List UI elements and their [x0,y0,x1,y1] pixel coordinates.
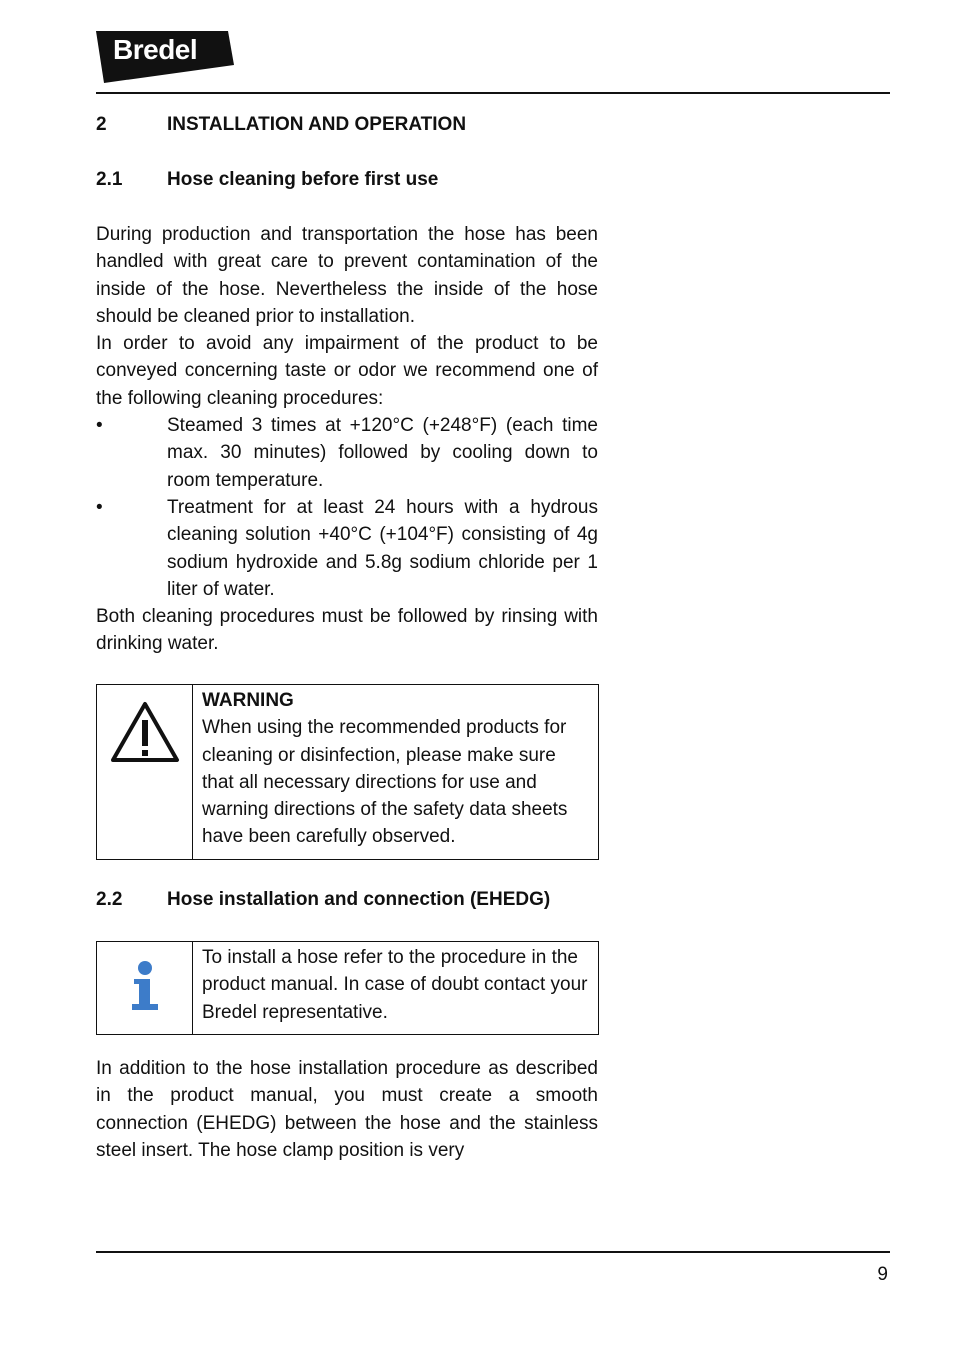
section-title: INSTALLATION AND OPERATION [167,114,467,135]
bullet-icon: • [96,496,103,518]
info-icon-cell [97,942,193,1034]
subsection-number: 2.2 [96,889,123,910]
page-number: 9 [877,1264,888,1285]
bullet-item-steam [96,412,598,494]
header-rule [96,92,890,94]
cleaning-text-block [96,221,598,658]
subsection-title: Hose installation and connection (EHEDG) [167,889,551,910]
bullet-text: Treatment for at least 24 hours with a hydrous cleaning solution +40°C (+104°F) consisting of 4g sodium hydroxide and 5.8g sodium chloride per 1 liter of water. [167,496,598,600]
subsection-title: Hose cleaning before first use [167,169,439,190]
bullet-item-solution [96,494,598,603]
info-box [96,941,599,1035]
info-text: To install a hose refer to the procedure in the product manual. In case of doubt contact your Bredel representative. [202,947,588,1023]
paragraph-intro: During production and transportation the hose has been handled with great care to prevent contamination of the inside of the hose. Nevertheless the inside of the hose should be cleaned prior to installation. [96,224,598,327]
warning-heading: WARNING [202,690,294,711]
installation-text-block [96,1055,598,1164]
paragraph-installation: In addition to the hose installation procedure as described in the product manual, you must create a smooth connection (EHEDG) between the hose and the stainless steel insert. The hose clamp position is very [96,1058,598,1161]
warning-icon-cell [97,685,193,859]
subsection-number: 2.1 [96,169,123,190]
warning-text-cell [193,685,598,859]
info-icon [128,960,162,1014]
footer-rule [96,1251,890,1253]
warning-text: When using the recommended products for cleaning or disinfection, please make sure that all necessary directions for use and warning directions of the safety data sheets have been carefully observed. [202,717,568,848]
warning-triangle-icon [110,700,180,764]
paragraph-rinse: Both cleaning procedures must be followed by rinsing with drinking water. [96,606,598,655]
bredel-logo [96,31,236,83]
bullet-text: Steamed 3 times at +120°C (+248°F) (each time max. 30 minutes) followed by cooling down to room temperature. [167,415,598,491]
logo-text: Bredel [113,34,198,65]
section-number: 2 [96,114,107,135]
bullet-icon: • [96,415,103,437]
info-text-cell [193,942,598,1034]
warning-box [96,684,599,860]
paragraph-recommend: In order to avoid any impairment of the product to be conveyed concerning taste or odor we recommend one of the following cleaning procedures: [96,333,598,409]
